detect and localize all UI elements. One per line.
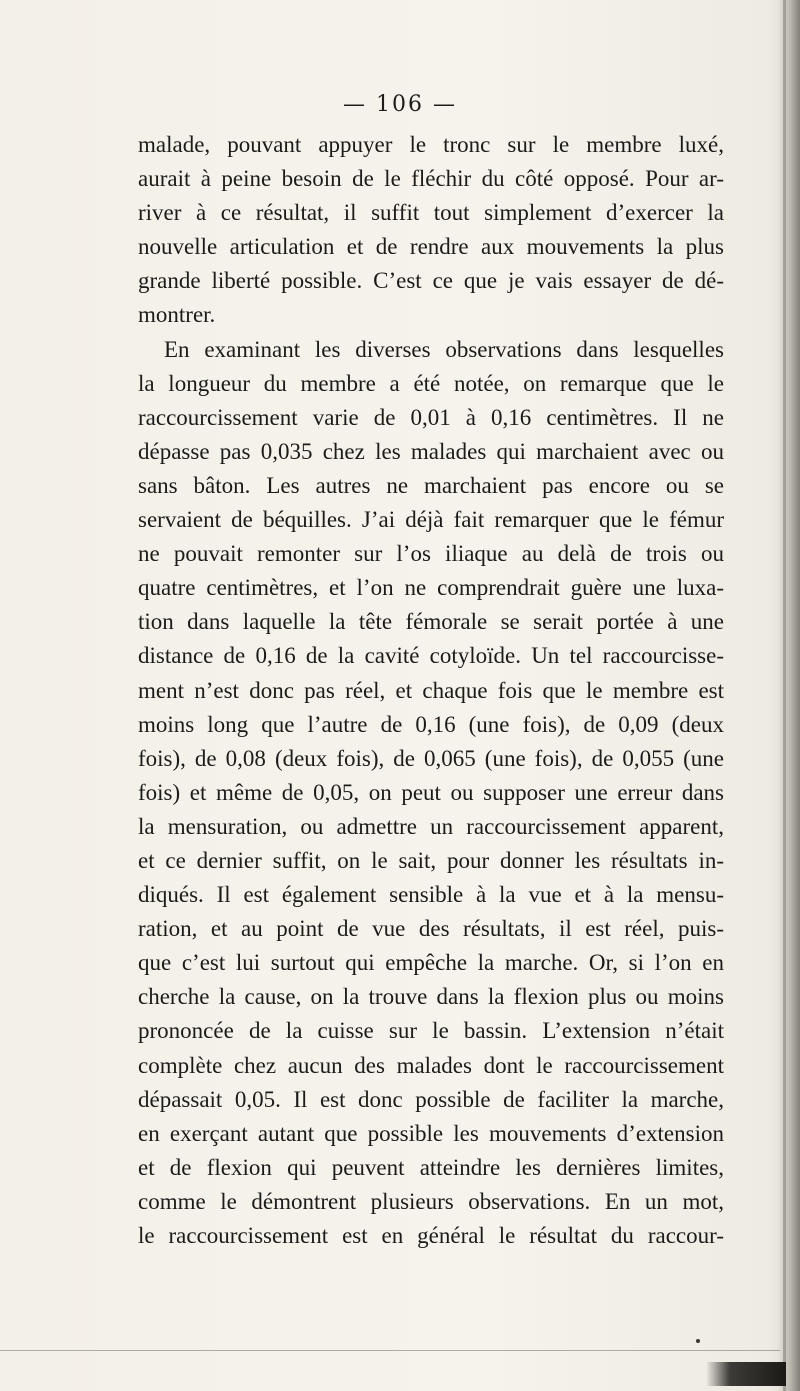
text-line: nouvelle articulation et de rendre aux mouvements la plus <box>138 234 724 260</box>
text-line: tion dans laquelle la tête fémorale se serait portée à une <box>138 609 724 635</box>
text-line: et de flexion qui peuvent atteindre les dernières limites, <box>138 1154 724 1180</box>
text-line: que c’est lui surtout qui empêche la marche. Or, si l’on en <box>138 950 724 976</box>
text-line: raccourcissement varie de 0,01 à 0,16 centimètres. Il ne <box>138 404 724 430</box>
text-line: servaient de béquilles. J’ai déjà fait remarquer que le fémur <box>138 507 724 533</box>
text-line: fois), de 0,08 (deux fois), de 0,065 (une fois), de 0,055 (une <box>138 745 724 771</box>
text-line: dépasse pas 0,035 chez les malades qui marchaient avec ou <box>138 438 724 464</box>
text-line: quatre centimètres, et l’on ne comprendrait guère une luxa- <box>138 575 724 601</box>
text-line: en exerçant autant que possible les mouvements d’extension <box>138 1120 724 1146</box>
text-line: moins long que l’autre de 0,16 (une fois), de 0,09 (deux <box>138 711 724 737</box>
text-line: river à ce résultat, il suffit tout simplement d’exercer la <box>138 200 724 226</box>
text-line: distance de 0,16 de la cavité cotyloïde. Un tel raccourcisse- <box>138 643 724 669</box>
text-line: prononcée de la cuisse sur le bassin. L’extension n’était <box>138 1018 724 1044</box>
text-line: fois) et même de 0,05, on peut ou supposer une erreur dans <box>138 779 724 805</box>
body-text <box>138 128 724 1253</box>
text-line: diqués. Il est également sensible à la vue et à la mensu- <box>138 882 724 908</box>
page-edge-shadow <box>778 0 800 1391</box>
text-line: grande liberté possible. C’est ce que je vais essayer de dé- <box>138 268 724 294</box>
text-line: la mensuration, ou admettre un raccourcissement apparent, <box>138 813 724 839</box>
text-line: aurait à peine besoin de le fléchir du côté opposé. Pour ar- <box>138 166 724 192</box>
text-line: complète chez aucun des malades dont le raccourcissement <box>138 1052 724 1078</box>
page-fold-line <box>0 1350 780 1351</box>
text-line: dépassait 0,05. Il est donc possible de faciliter la marche, <box>138 1086 724 1112</box>
text-line: et ce dernier suffit, on le sait, pour donner les résultats in- <box>138 847 724 873</box>
text-line: sans bâton. Les autres ne marchaient pas encore ou se <box>138 472 724 498</box>
page-edge-line <box>783 0 786 1391</box>
text-line: ne pouvait remonter sur l’os iliaque au delà de trois ou <box>138 541 724 567</box>
text-line: En examinant les diverses observations dans lesquelles <box>164 336 724 362</box>
text-line: cherche la cause, on la trouve dans la flexion plus ou moins <box>138 984 724 1010</box>
ink-speck <box>696 1339 700 1343</box>
text-line: le raccourcissement est en général le résultat du raccour- <box>138 1223 724 1248</box>
text-line: comme le démontrent plusieurs observations. En un mot, <box>138 1188 724 1214</box>
ink-blot <box>706 1362 786 1386</box>
page-number-header: — 106 — <box>343 92 457 117</box>
text-line: malade, pouvant appuyer le tronc sur le membre luxé, <box>138 132 724 157</box>
text-line: la longueur du membre a été notée, on remarque que le <box>138 370 724 396</box>
text-line: ment n’est donc pas réel, et chaque fois que le membre est <box>138 677 724 703</box>
text-line: ration, et au point de vue des résultats, il est réel, puis- <box>138 916 724 942</box>
text-line: montrer. <box>138 302 216 328</box>
